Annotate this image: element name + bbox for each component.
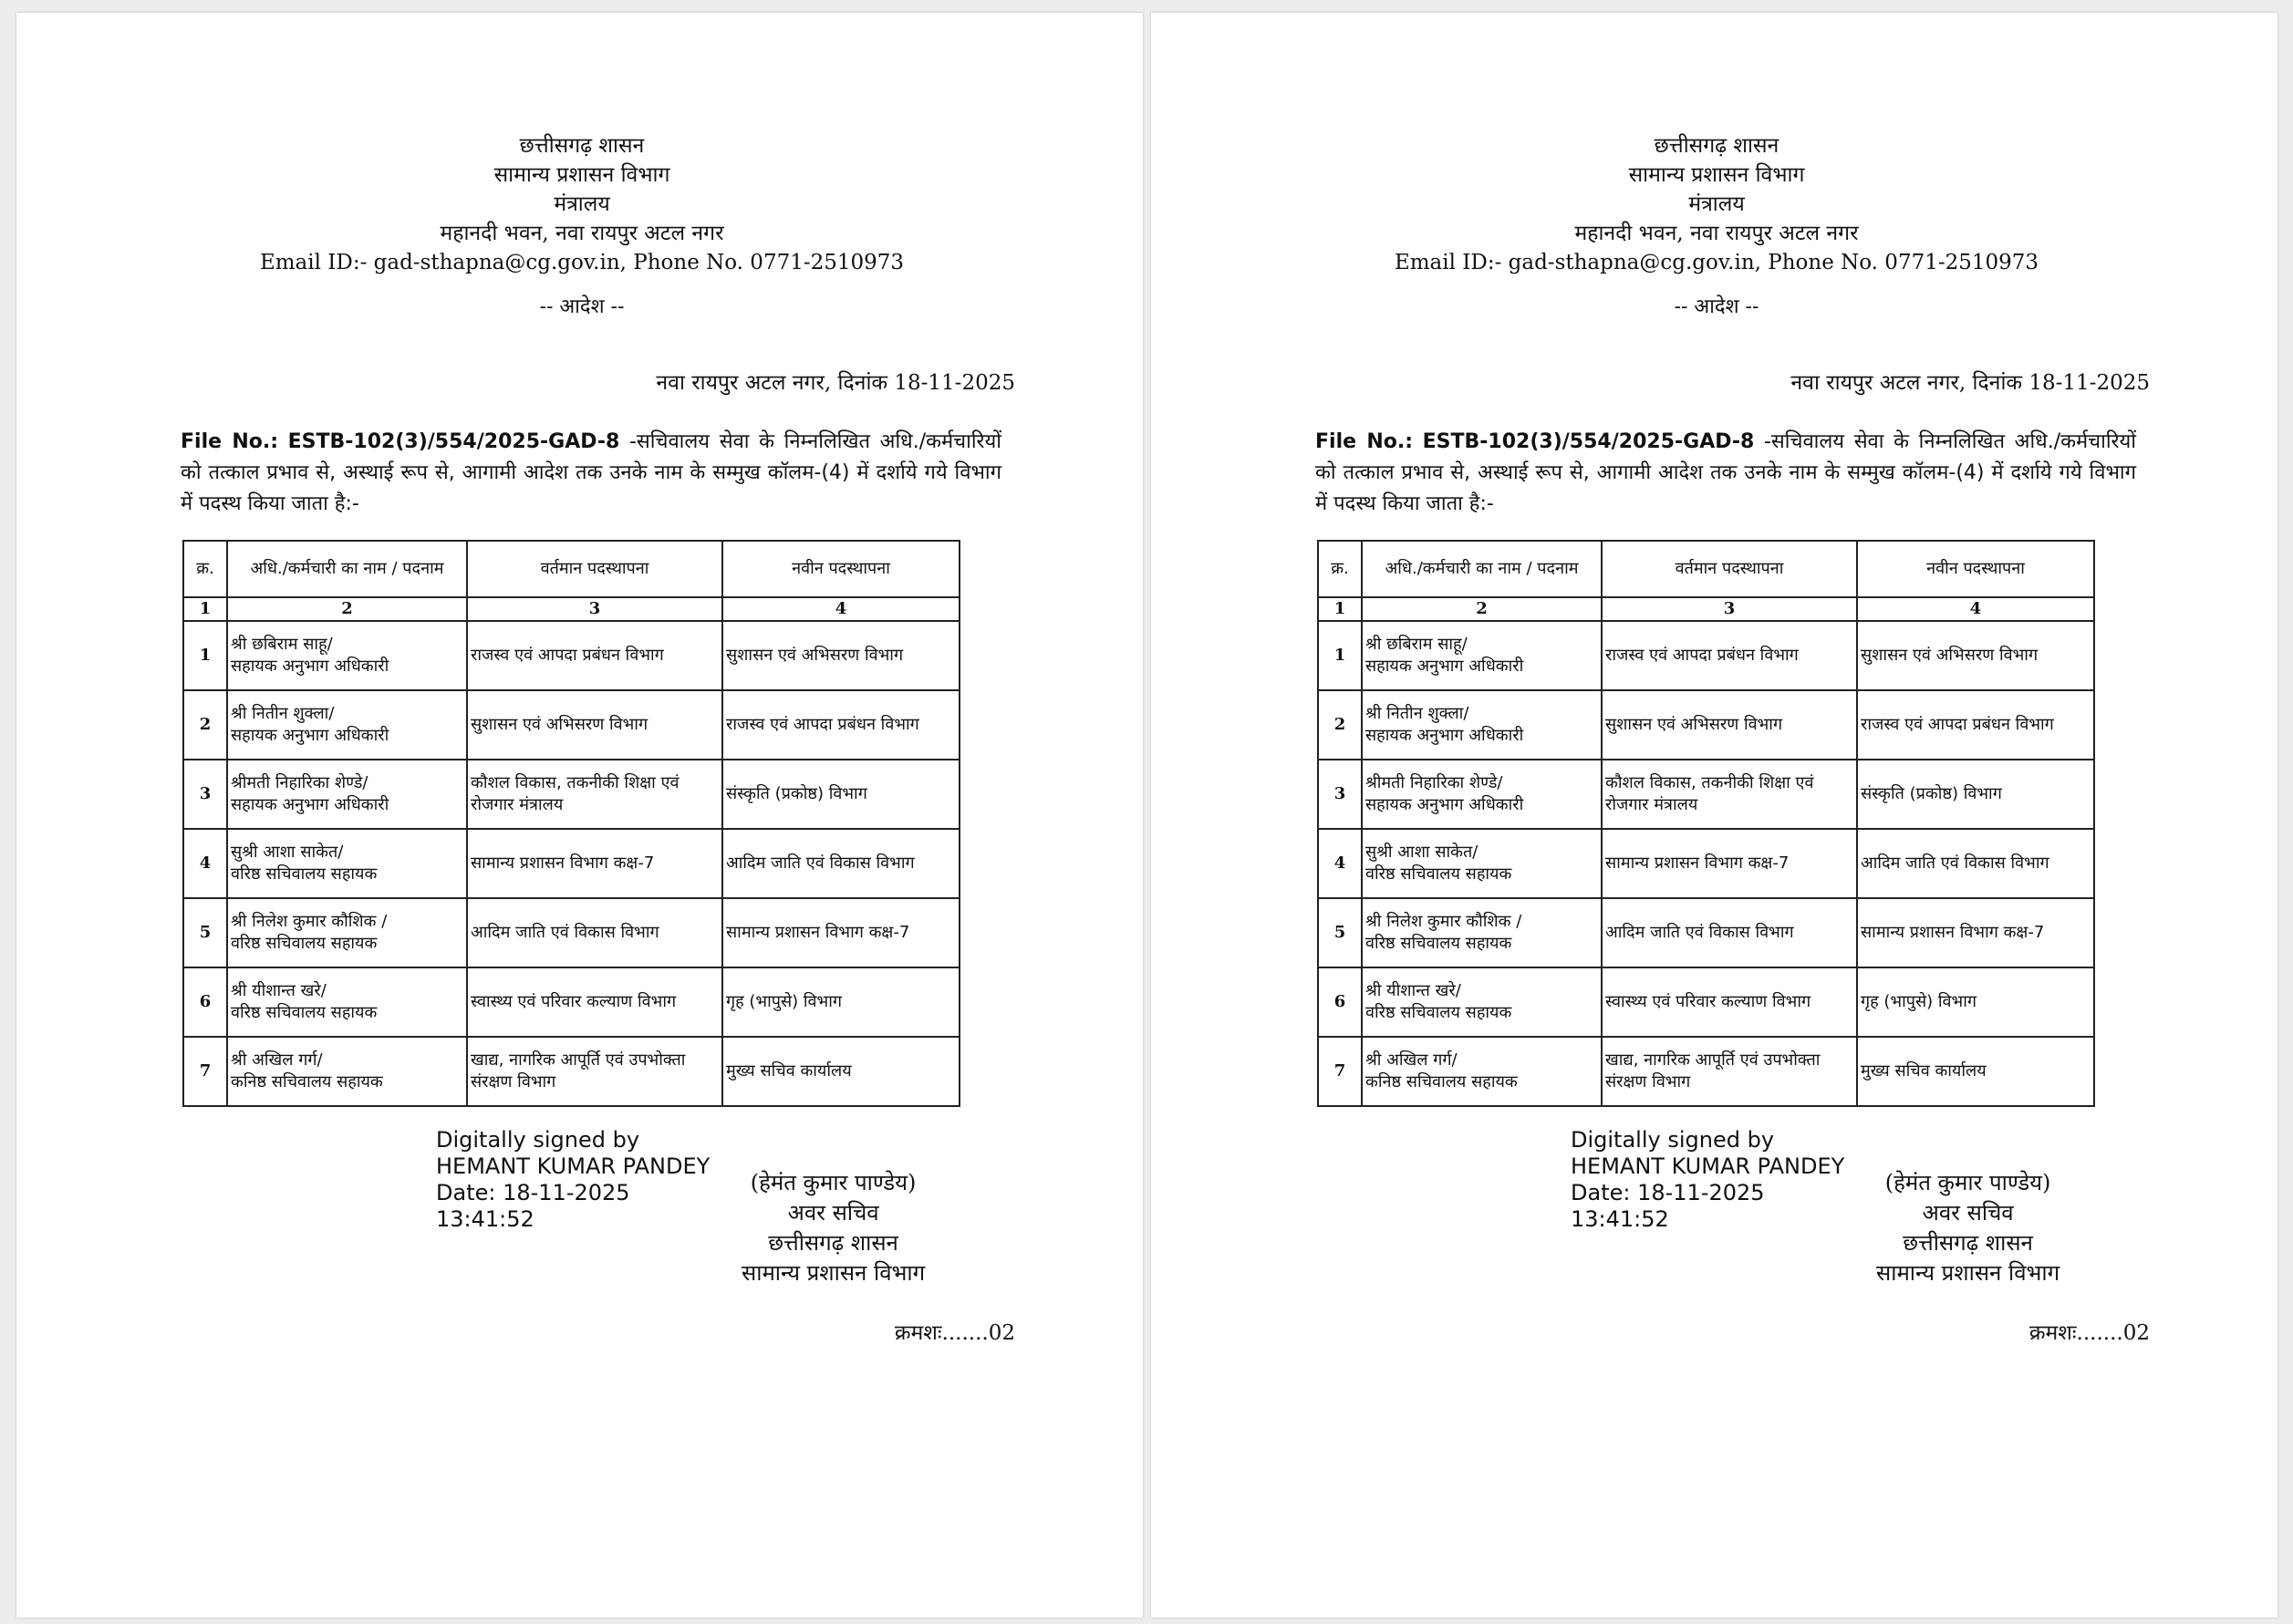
employee-designation: वरिष्ठ सचिवालय सहायक: [231, 1003, 378, 1022]
table-row: [1318, 898, 2094, 967]
employee-designation: वरिष्ठ सचिवालय सहायक: [1365, 1003, 1512, 1022]
new-posting: सामान्य प्रशासन विभाग कक्ष-7: [722, 898, 960, 967]
employee-name: श्री नितीन शुक्ला/: [231, 704, 335, 723]
employee-designation: कनिष्ठ सचिवालय सहायक: [231, 1072, 383, 1091]
column-number: 2: [1362, 597, 1602, 621]
order-paragraph: [181, 427, 1001, 520]
order-text: -सचिवालय सेवा के निम्नलिखित अधि./कर्मचारियों को तत्काल प्रभाव से, अस्थाई रूप से, आगामी आदेश तक उनके नाम के सम्मुख कॉलम-(4) में दर्शाये गये विभाग में पदस्थ किया जाता है:-: [181, 430, 1001, 515]
order-paragraph: [1315, 427, 2136, 520]
current-posting: खाद्य, नागरिक आपूर्ति एवं उपभोक्ता संरक्षण विभाग: [467, 1037, 722, 1106]
header-line: मंत्रालय: [1688, 192, 1745, 216]
column-number: 1: [183, 597, 227, 621]
serial-number: 3: [183, 760, 227, 829]
page-content: [1315, 131, 2150, 1346]
header-line: छत्तीसगढ़ शासन: [1654, 134, 1779, 158]
digital-signature-line: Date: 18-11-2025: [436, 1180, 630, 1205]
continuation-marker: क्रमशः.......02: [2028, 1321, 2150, 1345]
employee-cell: [227, 760, 467, 829]
employee-name: श्री छबिराम साहू/: [1365, 635, 1468, 654]
continuation-marker: क्रमशः.......02: [894, 1321, 1015, 1345]
employee-cell: [227, 690, 467, 760]
current-posting: आदिम जाति एवं विकास विभाग: [1602, 898, 1857, 967]
employee-name: श्री नितीन शुक्ला/: [1365, 704, 1469, 723]
table-row: [183, 967, 960, 1037]
current-posting: सुशासन एवं अभिसरण विभाग: [467, 690, 722, 760]
table-row: [183, 1037, 960, 1106]
table-row: [1318, 760, 2094, 829]
column-number: 2: [227, 597, 467, 621]
header-new-posting: नवीन पदस्थापना: [1857, 541, 2094, 597]
posting-table: [1317, 540, 2095, 1107]
file-label: File No.:: [181, 430, 279, 453]
employee-name: श्री अखिल गर्ग/: [231, 1050, 323, 1070]
file-number: ESTB-102(3)/554/2025-GAD-8: [287, 430, 620, 453]
digital-signature-line: HEMANT KUMAR PANDEY: [1571, 1153, 1845, 1179]
new-posting: मुख्य सचिव कार्यालय: [1857, 1037, 2094, 1106]
employee-name: श्री यीशान्त खरे/: [231, 981, 327, 1000]
employee-cell: [1362, 690, 1602, 760]
table-row: [1318, 829, 2094, 898]
employee-cell: [227, 1037, 467, 1106]
header-line: सामान्य प्रशासन विभाग: [493, 163, 670, 187]
serial-number: 7: [183, 1037, 227, 1106]
new-posting: राजस्व एवं आपदा प्रबंधन विभाग: [722, 690, 960, 760]
employee-name: सुश्री आशा साकेत/: [1365, 843, 1479, 862]
current-posting: आदिम जाति एवं विकास विभाग: [467, 898, 722, 967]
employee-designation: वरिष्ठ सचिवालय सहायक: [231, 864, 378, 884]
employee-designation: सहायक अनुभाग अधिकारी: [1365, 795, 1524, 814]
table-row: [1318, 690, 2094, 760]
current-posting: स्वास्थ्य एवं परिवार कल्याण विभाग: [1602, 967, 1857, 1037]
employee-designation: सहायक अनुभाग अधिकारी: [231, 657, 389, 676]
current-posting: राजस्व एवं आपदा प्रबंधन विभाग: [1602, 621, 1857, 690]
header-line: महानदी भवन, नवा रायपुर अटल नगर: [1574, 222, 1859, 245]
employee-cell: [1362, 1037, 1602, 1106]
header-name: अधि./कर्मचारी का नाम / पदनाम: [1362, 541, 1602, 597]
employee-cell: [1362, 829, 1602, 898]
employee-designation: कनिष्ठ सचिवालय सहायक: [1365, 1072, 1518, 1091]
current-posting: कौशल विकास, तकनीकी शिक्षा एवं रोजगार मंत्रालय: [467, 760, 722, 829]
employee-cell: [227, 898, 467, 967]
order-title: -- आदेश --: [539, 295, 625, 318]
table-row: [183, 760, 960, 829]
employee-designation: सहायक अनुभाग अधिकारी: [1365, 657, 1524, 676]
digital-signature-line: 13:41:52: [1571, 1206, 1669, 1232]
employee-name: श्री छबिराम साहू/: [231, 635, 333, 654]
new-posting: मुख्य सचिव कार्यालय: [722, 1037, 960, 1106]
posting-table: [182, 540, 960, 1107]
header-current-posting: वर्तमान पदस्थापना: [467, 541, 722, 597]
serial-number: 6: [183, 967, 227, 1037]
header-line: सामान्य प्रशासन विभाग: [1628, 163, 1805, 187]
header-current-posting: वर्तमान पदस्थापना: [1602, 541, 1857, 597]
signature-block: [181, 1127, 1015, 1346]
current-posting: खाद्य, नागरिक आपूर्ति एवं उपभोक्ता संरक्षण विभाग: [1602, 1037, 1857, 1106]
signatory-line: छत्तीसगढ़ शासन: [1903, 1230, 2033, 1256]
employee-name: श्री यीशान्त खरे/: [1365, 981, 1461, 1000]
column-number-row: [1318, 597, 2094, 621]
new-posting: गृह (भापुसे) विभाग: [1857, 967, 2094, 1037]
header-line: Email ID:- gad-sthapna@cg.gov.in, Phone No. 0771-2510973: [1394, 251, 2039, 274]
digital-signature-line: Date: 18-11-2025: [1571, 1180, 1765, 1205]
employee-cell: [227, 829, 467, 898]
table-row: [183, 829, 960, 898]
signatory-line: सामान्य प्रशासन विभाग: [742, 1260, 926, 1286]
serial-number: 3: [1318, 760, 1362, 829]
office-header: [1279, 131, 2154, 277]
employee-name: सुश्री आशा साकेत/: [231, 843, 344, 862]
new-posting: संस्कृति (प्रकोष्ठ) विभाग: [1857, 760, 2094, 829]
column-number: 3: [1602, 597, 1857, 621]
serial-number: 1: [1318, 621, 1362, 690]
current-posting: सामान्य प्रशासन विभाग कक्ष-7: [1602, 829, 1857, 898]
table-row: [183, 898, 960, 967]
header-line: छत्तीसगढ़ शासन: [519, 134, 645, 158]
signatory-line: अवर सचिव: [1922, 1200, 2014, 1226]
document-page: [16, 13, 1143, 1618]
place-date-line: नवा रायपुर अटल नगर, दिनांक 18-11-2025: [656, 371, 1015, 395]
header-line: Email ID:- gad-sthapna@cg.gov.in, Phone No. 0771-2510973: [259, 251, 905, 274]
table-row: [1318, 1037, 2094, 1106]
table-row: [183, 690, 960, 760]
new-posting: सुशासन एवं अभिसरण विभाग: [722, 621, 960, 690]
header-line: महानदी भवन, नवा रायपुर अटल नगर: [440, 222, 724, 245]
employee-name: श्री निलेश कुमार कौशिक /: [1365, 912, 1522, 931]
employee-name: श्री अखिल गर्ग/: [1365, 1050, 1458, 1070]
signatory-line: (हेमंत कुमार पाण्डेय): [750, 1170, 917, 1195]
table-row: [183, 621, 960, 690]
employee-designation: वरिष्ठ सचिवालय सहायक: [1365, 864, 1512, 884]
employee-cell: [1362, 760, 1602, 829]
digital-signature-line: Digitally signed by: [1571, 1127, 1775, 1153]
serial-number: 2: [183, 690, 227, 760]
new-posting: गृह (भापुसे) विभाग: [722, 967, 960, 1037]
employee-designation: सहायक अनुभाग अधिकारी: [231, 726, 389, 745]
column-number-row: [183, 597, 960, 621]
order-title: -- आदेश --: [1674, 295, 1759, 318]
signatory-line: सामान्य प्रशासन विभाग: [1876, 1260, 2060, 1286]
digital-signature-line: Digitally signed by: [436, 1127, 640, 1153]
new-posting: सामान्य प्रशासन विभाग कक्ष-7: [1857, 898, 2094, 967]
current-posting: कौशल विकास, तकनीकी शिक्षा एवं रोजगार मंत्रालय: [1602, 760, 1857, 829]
header-name: अधि./कर्मचारी का नाम / पदनाम: [227, 541, 467, 597]
serial-number: 2: [1318, 690, 1362, 760]
serial-number: 5: [1318, 898, 1362, 967]
table-header-row: [1318, 541, 2094, 597]
employee-name: श्रीमती निहारिका शेण्डे/: [1365, 773, 1503, 792]
signature-block: [1315, 1127, 2150, 1346]
serial-number: 5: [183, 898, 227, 967]
file-number: ESTB-102(3)/554/2025-GAD-8: [1422, 430, 1755, 453]
employee-designation: वरिष्ठ सचिवालय सहायक: [231, 934, 378, 953]
employee-cell: [1362, 898, 1602, 967]
signatory-line: अवर सचिव: [787, 1200, 879, 1226]
serial-number: 1: [183, 621, 227, 690]
column-number: 3: [467, 597, 722, 621]
new-posting: राजस्व एवं आपदा प्रबंधन विभाग: [1857, 690, 2094, 760]
column-number: 1: [1318, 597, 1362, 621]
signatory: [1876, 1168, 2060, 1288]
table-row: [1318, 967, 2094, 1037]
employee-designation: सहायक अनुभाग अधिकारी: [1365, 726, 1524, 745]
employee-cell: [1362, 967, 1602, 1037]
signatory-line: छत्तीसगढ़ शासन: [768, 1230, 898, 1256]
digital-signature-line: HEMANT KUMAR PANDEY: [436, 1153, 711, 1179]
employee-cell: [227, 967, 467, 1037]
employee-cell: [1362, 621, 1602, 690]
digital-signature: [436, 1127, 710, 1233]
file-label: File No.:: [1315, 430, 1414, 453]
current-posting: राजस्व एवं आपदा प्रबंधन विभाग: [467, 621, 722, 690]
header-sno: क्र.: [183, 541, 227, 597]
employee-designation: सहायक अनुभाग अधिकारी: [231, 795, 389, 814]
table-header-row: [183, 541, 960, 597]
new-posting: सुशासन एवं अभिसरण विभाग: [1857, 621, 2094, 690]
office-header: [144, 131, 1020, 277]
employee-name: श्रीमती निहारिका शेण्डे/: [231, 773, 368, 792]
page-content: [181, 131, 1015, 1346]
column-number: 4: [722, 597, 960, 621]
digital-signature: [1571, 1127, 1844, 1233]
digital-signature-line: 13:41:52: [436, 1206, 534, 1232]
employee-cell: [227, 621, 467, 690]
header-new-posting: नवीन पदस्थापना: [722, 541, 960, 597]
serial-number: 4: [1318, 829, 1362, 898]
employee-name: श्री निलेश कुमार कौशिक /: [231, 912, 388, 931]
new-posting: आदिम जाति एवं विकास विभाग: [1857, 829, 2094, 898]
new-posting: आदिम जाति एवं विकास विभाग: [722, 829, 960, 898]
serial-number: 7: [1318, 1037, 1362, 1106]
header-line: मंत्रालय: [554, 192, 610, 216]
current-posting: सामान्य प्रशासन विभाग कक्ष-7: [467, 829, 722, 898]
document-page: [1151, 13, 2277, 1618]
place-date-line: नवा रायपुर अटल नगर, दिनांक 18-11-2025: [1790, 371, 2150, 395]
current-posting: स्वास्थ्य एवं परिवार कल्याण विभाग: [467, 967, 722, 1037]
serial-number: 4: [183, 829, 227, 898]
serial-number: 6: [1318, 967, 1362, 1037]
signatory-line: (हेमंत कुमार पाण्डेय): [1884, 1170, 2051, 1195]
new-posting: संस्कृति (प्रकोष्ठ) विभाग: [722, 760, 960, 829]
header-sno: क्र.: [1318, 541, 1362, 597]
signatory: [742, 1168, 925, 1288]
table-row: [1318, 621, 2094, 690]
column-number: 4: [1857, 597, 2094, 621]
order-text: -सचिवालय सेवा के निम्नलिखित अधि./कर्मचारियों को तत्काल प्रभाव से, अस्थाई रूप से, आगामी आदेश तक उनके नाम के सम्मुख कॉलम-(4) में दर्शाये गये विभाग में पदस्थ किया जाता है:-: [1315, 430, 2136, 515]
current-posting: सुशासन एवं अभिसरण विभाग: [1602, 690, 1857, 760]
employee-designation: वरिष्ठ सचिवालय सहायक: [1365, 934, 1512, 953]
